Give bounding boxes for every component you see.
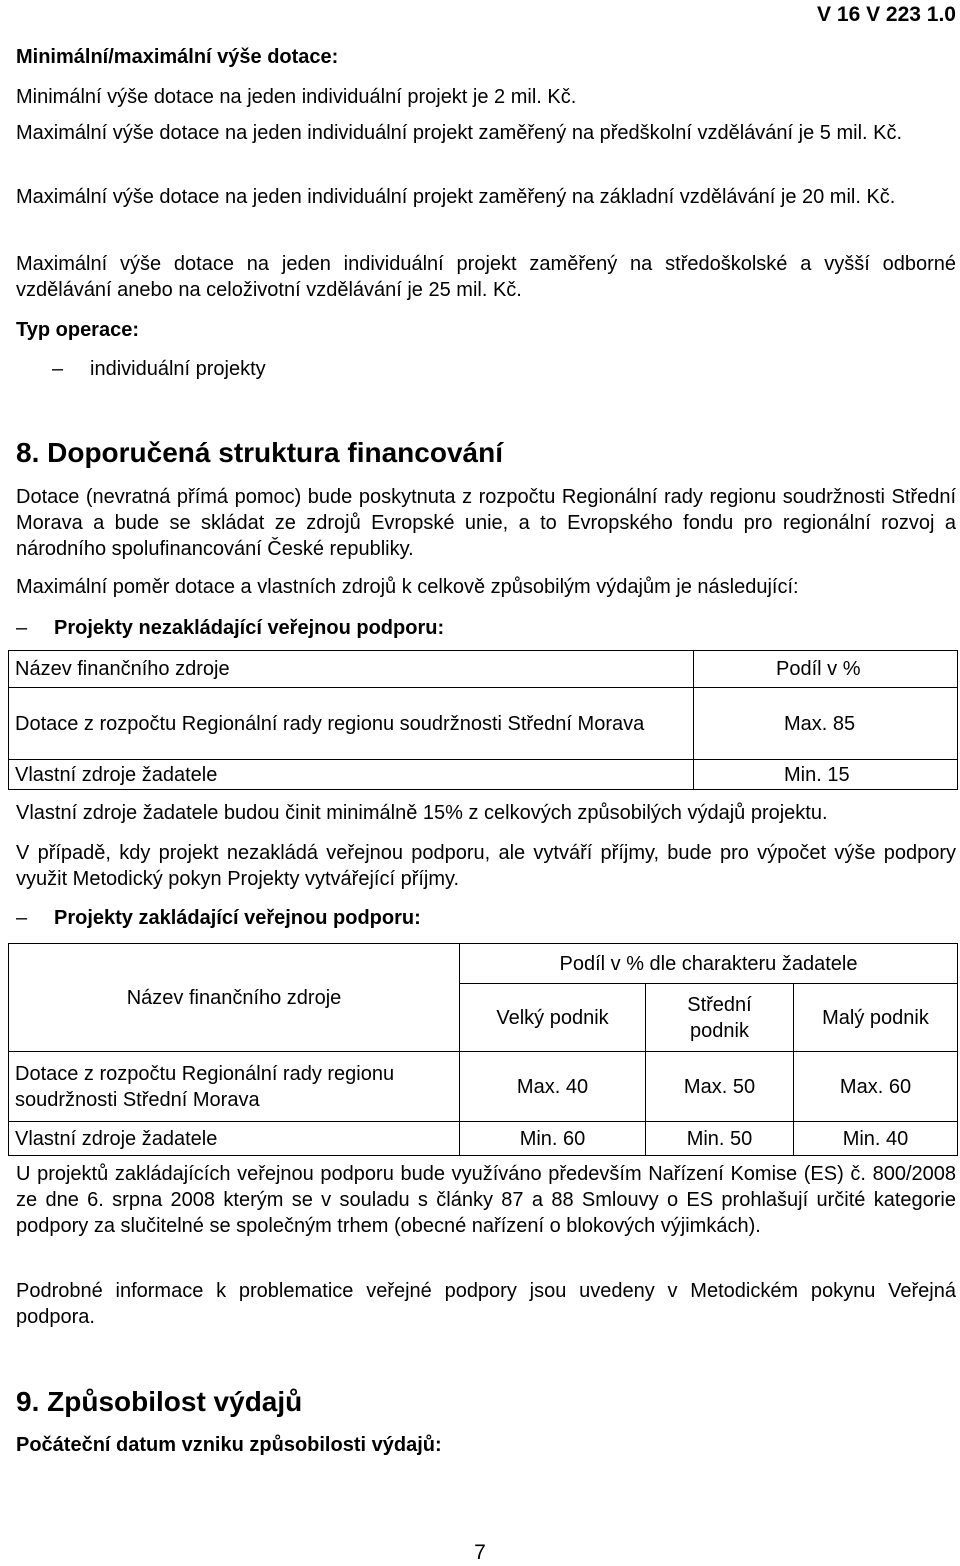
no-aid-table [8,650,958,790]
table-header-row [9,651,958,688]
table-row [9,1052,958,1122]
max-predskolni-line: Maximální výše dotace na jeden individuální projekt zaměřený na předškolní vzdělávání je 5 mil. Kč. [16,122,903,144]
with-aid-title-text: Projekty zakládající veřejnou podporu: [54,907,421,929]
ratio-text: Maximální poměr dotace a vlastních zdrojů k celkově způsobilým výdajům je následující: [16,576,799,598]
table-cell: Min. 15 [694,760,958,790]
max-stredoskolske-line: Maximální výše dotace na jeden individuální projekt zaměřený na středoškolské a vyšší odborné vzdělávání anebo na celoživotní vzdělávání je 25 mil. Kč. [16,253,956,301]
no-aid-note-1: Vlastní zdroje žadatele budou činit minimálně 15% z celkových způsobilých výdajů projektu. [16,802,828,824]
section-8-heading: 8. Doporučená struktura financování [16,437,503,468]
table-cell: Min. 50 [646,1122,794,1156]
with-aid-note-2: Podrobné informace k problematice veřejné podpory jsou uvedeny v Metodickém pokynu Veřejná podpora. [16,1280,956,1328]
dash-bullet: – [16,617,28,639]
table-cell: Min. 40 [794,1122,958,1156]
table-cell: Max. 50 [646,1052,794,1122]
table-header-cell: Střední podnik [646,984,794,1052]
section-9-subheading: Počáteční datum vzniku způsobilosti výdajů: [16,1434,442,1456]
document-version: V 16 V 223 1.0 [817,3,956,26]
with-aid-note-1: U projektů zakládajících veřejnou podporu bude využíváno především Nařízení Komise (ES) č. 800/2008 ze dne 6. srpna 2008 kterým se v souladu s články 87 a 88 Smlouvy o ES prohlašují určité kategorie podpory za slučitelné se společným trhem (obecné nařízení o blokových výjimkách). [16,1163,956,1237]
table-cell: Max. 60 [794,1052,958,1122]
table-group-header-cell: Podíl v % dle charakteru žadatele [460,944,958,984]
section-9-heading: 9. Způsobilost výdajů [16,1386,303,1417]
min-dotace-line: Minimální výše dotace na jeden individuální projekt je 2 mil. Kč. [16,86,577,108]
operation-type-text: individuální projekty [90,358,266,380]
operation-type-title: Typ operace: [16,319,139,341]
table-header-cell: Název finančního zdroje [9,944,460,1052]
table-header-row [9,944,958,984]
dash-bullet: – [16,907,28,929]
table-cell: Dotace z rozpočtu Regionální rady regionu soudržnosti Střední Morava [9,1052,460,1122]
table-cell: Dotace z rozpočtu Regionální rady regionu soudržnosti Střední Morava [9,688,694,760]
operation-type-item [52,356,266,382]
table-cell: Max. 85 [694,688,958,760]
table-header-cell: Velký podnik [460,984,646,1052]
table-row [9,1122,958,1156]
dash-bullet: – [52,358,64,380]
max-zakladni-line: Maximální výše dotace na jeden individuální projekt zaměřený na základní vzdělávání je 20 mil. Kč. [16,186,896,208]
min-max-title: Minimální/maximální výše dotace: [16,46,339,68]
section-8-intro: Dotace (nevratná přímá pomoc) bude poskytnuta z rozpočtu Regionální rady regionu soudržnosti Střední Morava a bude se skládat ze zdrojů Evropské unie, a to Evropského fondu pro regionální rozvoj a národního spolufinancování České republiky. [16,486,956,560]
no-aid-note-2: V případě, kdy projekt nezakládá veřejnou podporu, ale vytváří příjmy, bude pro výpočet výše podpory využit Metodický pokyn Projekty vytvářející příjmy. [16,842,956,890]
no-aid-title-text: Projekty nezakládající veřejnou podporu: [54,617,445,639]
table-cell: Vlastní zdroje žadatele [9,1122,460,1156]
table-cell: Max. 40 [460,1052,646,1122]
table-header-cell: Malý podnik [794,984,958,1052]
table-header-cell: Název finančního zdroje [9,651,694,688]
table-row [9,760,958,790]
table-cell: Min. 60 [460,1122,646,1156]
with-aid-table [8,943,958,1156]
with-aid-title [16,905,421,931]
page-number: 7 [474,1541,486,1564]
table-header-cell: Podíl v % [694,651,958,688]
table-cell: Vlastní zdroje žadatele [9,760,694,790]
table-row [9,688,958,760]
no-aid-title [16,615,444,641]
